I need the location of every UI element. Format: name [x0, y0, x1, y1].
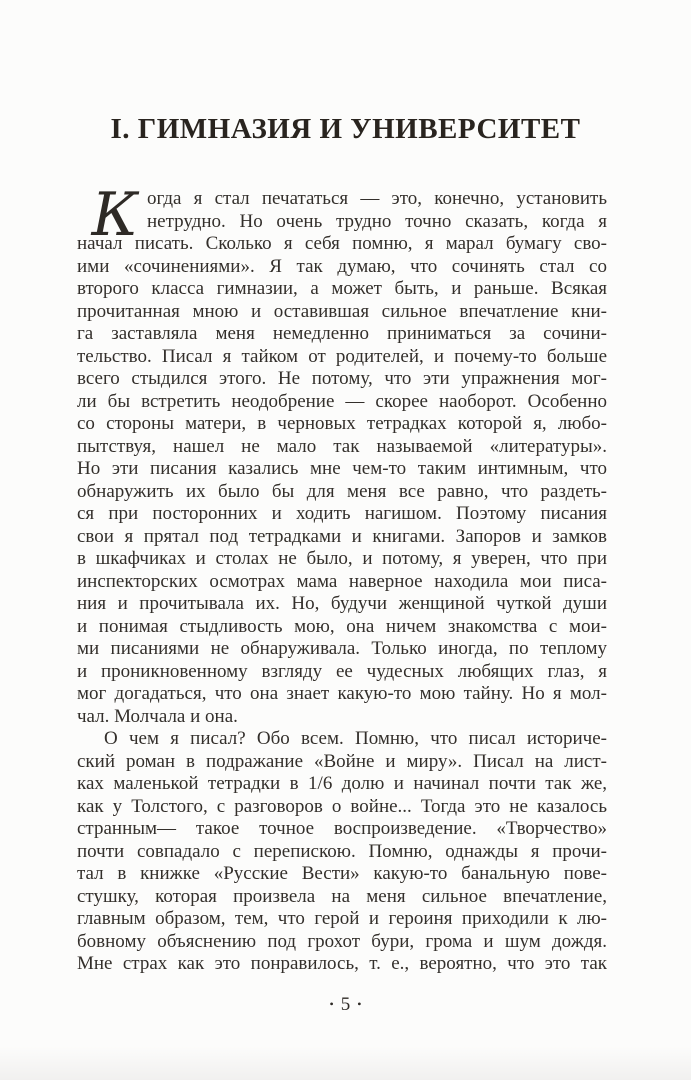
text-line: чал. Молчала и она.: [77, 705, 238, 727]
text-line: как у Толстого, с разговоров о войне... Тогда это не казалось: [77, 795, 607, 817]
text-line: тельство. Писал я тайком от родителей, и почему-то больше: [77, 345, 607, 367]
text-line: нетрудно. Но очень трудно точно сказать, когда я: [147, 210, 607, 232]
text-line: инспекторских осмотрах мама наверное находила мои писа-: [77, 570, 607, 592]
text-line: свои я прятал под тетрадками и книгами. Запоров и замков: [77, 525, 607, 547]
text-line: обнаружить их было бы для меня все равно, что раздеть-: [77, 480, 607, 502]
text-line: со стороны матери, в черновых тетрадках которой я, любо-: [77, 413, 607, 434]
text-line: огда я стал печататься — это, конечно, установить: [147, 188, 607, 209]
paragraph: [77, 180, 607, 728]
text-line: тал в книжке «Русские Вести» какую-то банальную пове-: [77, 863, 607, 884]
page-number: [0, 993, 691, 1016]
footer-left-dot: •: [329, 997, 334, 1011]
text-line: ский роман в подражание «Войне и миру». Писал на лист-: [77, 750, 607, 772]
text-line: главным образом, тем, что герой и героиня приходили к лю-: [77, 908, 607, 929]
text-line: прочитанная мною и оставившая сильное впечатление кни-: [77, 300, 607, 322]
text-line: второго класса гимназии, а может быть, и раньше. Всякая: [77, 278, 607, 299]
chapter-title: I. ГИМНАЗИЯ И УНИВЕРСИТЕТ: [110, 113, 581, 145]
text-line: Но эти писания казались мне чем-то таким интимным, что: [77, 458, 607, 479]
text-line: ся при посторонних и ходить нагишом. Поэтому писания: [77, 503, 607, 524]
text-line: почти совпадало с перепискою. Помню, однажды я прочи-: [77, 840, 607, 862]
text-line: и проникновенному взгляду ее чудесных любящих глаз, я: [77, 660, 607, 682]
text-line: странным— такое точное воспроизведение. «Творчество»: [77, 818, 607, 839]
text-line: ния и прочитывала их. Но, будучи женщиной чуткой души: [77, 593, 607, 614]
text-line: ках маленькой тетрадки в 1/6 долю и начинал почти так же,: [77, 773, 607, 794]
text-line: ими «сочинениями». Я так думаю, что сочинять стал со: [77, 255, 607, 277]
footer-right-dot: •: [357, 997, 362, 1011]
text-line: всего стыдился этого. Не потому, что эти упражнения мог-: [77, 368, 607, 389]
drop-cap: К: [91, 180, 138, 250]
body-text: [77, 180, 607, 976]
text-line: стушку, которая произвела на меня сильное впечатление,: [77, 885, 607, 907]
paragraph: [77, 728, 607, 976]
text-line: в шкафчиках и столах не было, и потому, я уверен, что при: [77, 548, 607, 569]
text-line: начал писать. Сколько я себя помню, я марал бумагу сво-: [77, 233, 607, 254]
text-line: ли бы встретить неодобрение — скорее наоборот. Особенно: [77, 390, 607, 412]
text-line: О чем я писал? Обо всем. Помню, что писал историче-: [104, 728, 607, 749]
text-line: Мне страх как это понравилось, т. е., вероятно, что это так: [77, 953, 607, 974]
text-line: пытствуя, нашел не мало так называемой «литературы».: [77, 435, 607, 457]
text-line: га заставляла меня немедленно приниматься за сочини-: [77, 323, 607, 344]
text-line: и понимая стыдливость мою, она ничем знакомства с мои-: [77, 615, 607, 637]
text-line: бовному объяснению под грохот бури, грома и шум дождя.: [77, 930, 607, 952]
text-line: ми писаниями не обнаруживала. Только иногда, по теплому: [77, 638, 607, 659]
text-line: мог догадаться, что она знает какую-то мою тайну. Но я мол-: [77, 683, 607, 704]
page-number-value: 5: [340, 994, 351, 1015]
